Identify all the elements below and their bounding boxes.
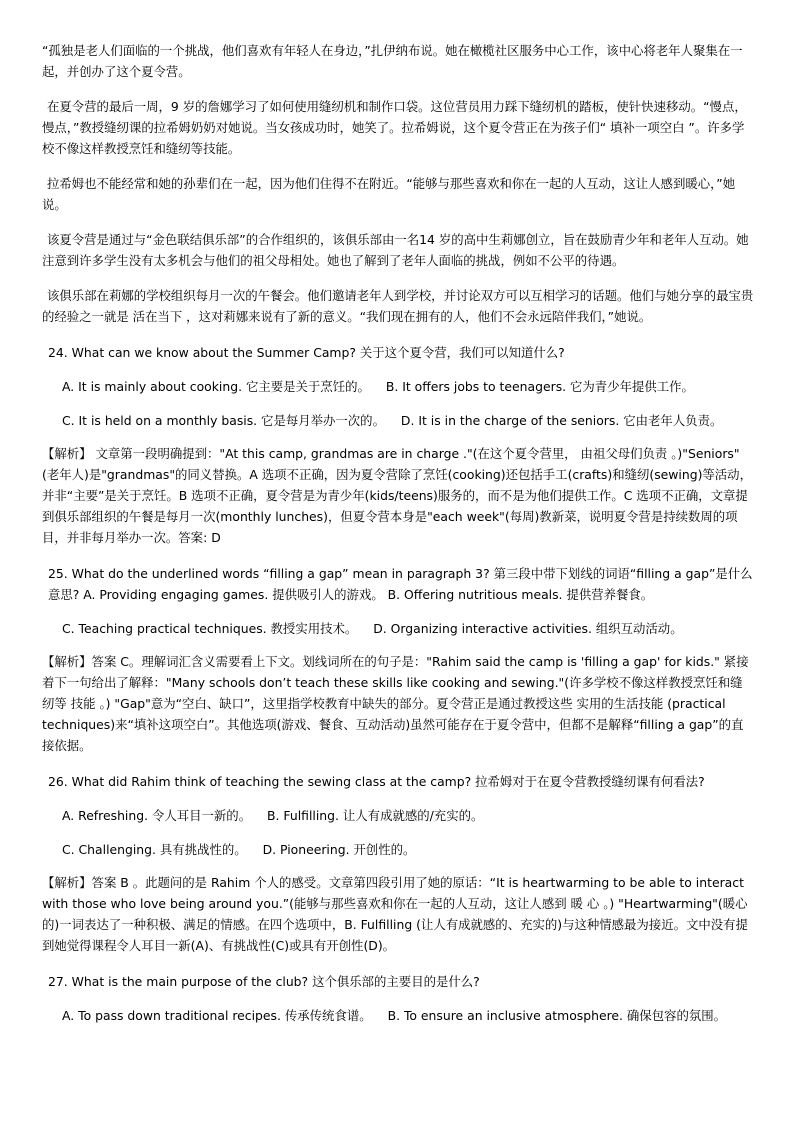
question-27-options-ab (42, 1005, 754, 1026)
option-a: A. It is mainly about cooking. 它主要是关于烹饪的。 (62, 379, 370, 394)
option-b: B. To ensure an inclusive atmosphere. 确保包容的氛围。 (387, 1008, 727, 1023)
question-26-stem: 26. What did Rahim think of teaching the sewing class at the camp? 拉希姆对于在夏令营教授缝纫课有何看法? (48, 774, 705, 789)
question-27-stem: 27. What is the main purpose of the club? 这个俱乐部的主要目的是什么? (48, 974, 480, 989)
passage-paragraph-5: 该俱乐部在莉娜的学校组织每月一次的午餐会。他们邀请老年人到学校，并讨论双方可以互相学习的话题。他们与她分享的最宝贵的经验之一就是 活在当下 ，这对莉娜来说有了新的意义。“我们现在拥有的人，他们不会永远陪伴我们，”她说。 (42, 288, 754, 324)
question-24-options-cd (42, 410, 754, 431)
passage-paragraph-2: 在夏令营的最后一周，9 岁的詹娜学习了如何使用缝纫机和制作口袋。这位营员用力踩下缝纫机的踏板，使针快速移动。“慢点，慢点，”教授缝纫课的拉希姆奶奶对她说。当女孩成功时，她笑了。拉希姆说，这个夏令营正在为孩子们“ 填补一项空白 ”。许多学校不像这样教授烹饪和缝纫等技能。 (42, 99, 747, 156)
question-24-explanation: 【解析】 文章第一段明确提到："At this camp, grandmas are in charge ."(在这个夏令营里， 由祖父母们负责 。)"Seniors"(老年人)是"grandmas"的同义替换。A 选项不正确，因为夏令营除了烹饪(cooking)还包括手工(crafts)和缝纫(sewing)等活动，并非“主要”是关于烹饪。B 选项不正确，夏令营是为青少年(kids/teens)服务的，而不是为他们提供工作。C 选项不正确，文章提到俱乐部组织的午餐是每月一次(monthly lunches)，但夏令营本身是"each week"(每周)教新菜，说明夏令营是持续数周的项目，并非每月举办一次。答案: D (42, 446, 752, 545)
option-b: B. Fulfilling. 让人有成就感的/充实的。 (267, 808, 484, 823)
option-c: C. It is held on a monthly basis. 它是每月举办一次的。 (62, 413, 385, 428)
option-c: C. Teaching practical techniques. 教授实用技术。 (62, 621, 358, 636)
question-25-options-cd (42, 618, 754, 639)
question-24-stem: 24. What can we know about the Summer Camp? 关于这个夏令营，我们可以知道什么? (48, 345, 565, 360)
question-25-stem: 25. What do the underlined words “filling a gap” mean in paragraph 3? 第三段中带下划线的词语“filling a gap”是什么意思? A. Providing engaging games. 提供吸引人的游戏。 B. Offering nutritious meals. 提供营养餐食。 (48, 566, 753, 602)
question-25-explanation: 【解析】答案 C。理解词汇含义需要看上下文。划线词所在的句子是："Rahim said the camp is 'filling a gap' for kids." 紧接着下一句给出了解释："Many schools don’t teach these skills like cooking and sewing."(许多学校不像这样教授烹饪和缝纫等 技能 。) "Gap"意为“空白、缺口”，这里指学校教育中缺失的部分。夏令营正是通过教授这些 实用的生活技能 (practical techniques)来“填补这项空白”。其他选项(游戏、餐食、互动活动)虽然可能存在于夏令营中，但都不是解释“filling a gap”的直接依据。 (42, 654, 749, 753)
option-d: D. Organizing interactive activities. 组织互动活动。 (373, 621, 683, 636)
option-d: D. It is in the charge of the seniors. 它由老年人负责。 (400, 413, 723, 428)
option-a: A. Refreshing. 令人耳目一新的。 (62, 808, 252, 823)
option-a: A. To pass down traditional recipes. 传承传统食谱。 (62, 1008, 372, 1023)
option-d: D. Pioneering. 开创性的。 (262, 842, 416, 857)
passage-paragraph-4: 该夏令营是通过与“金色联结俱乐部”的合作组织的，该俱乐部由一名14 岁的高中生莉娜创立，旨在鼓励青少年和老年人互动。她注意到许多学生没有太多机会与他们的祖父母相处。她也了解到了老年人面临的挑战，例如不公平的待遇。 (42, 232, 749, 268)
option-b: B. It offers jobs to teenagers. 它为青少年提供工作。 (385, 379, 694, 394)
passage-paragraph-1: “孤独是老人们面临的一个挑战，他们喜欢有年轻人在身边，”扎伊纳布说。她在橄榄社区服务中心工作，该中心将老年人聚集在一起，并创办了这个夏令营。 (42, 43, 743, 79)
question-26-explanation: 【解析】答案 B 。此题问的是 Rahim 个人的感受。文章第四段引用了她的原话：“It is heartwarming to be able to interact with those who love being around you.”(能够与那些喜欢和你在一起的人互动，这让人感到 暖 心 。) "Heartwarming"(暖心的)一词表达了一种积极、满足的情感。在四个选项中，B. Fulfilling (让人有成就感的、充实的)与这种情感最为接近。文中没有提到她觉得课程令人耳目一新(A)、有挑战性(C)或具有开创性(D)。 (42, 875, 748, 953)
question-26-options-ab (42, 805, 754, 826)
question-26-options-cd (42, 839, 754, 860)
question-24-options-ab (42, 376, 754, 397)
option-c: C. Challenging. 具有挑战性的。 (62, 842, 247, 857)
passage-paragraph-3: 拉希姆也不能经常和她的孙辈们在一起，因为他们住得不在附近。“能够与那些喜欢和你在一起的人互动，这让人感到暖心，”她说。 (42, 176, 736, 212)
